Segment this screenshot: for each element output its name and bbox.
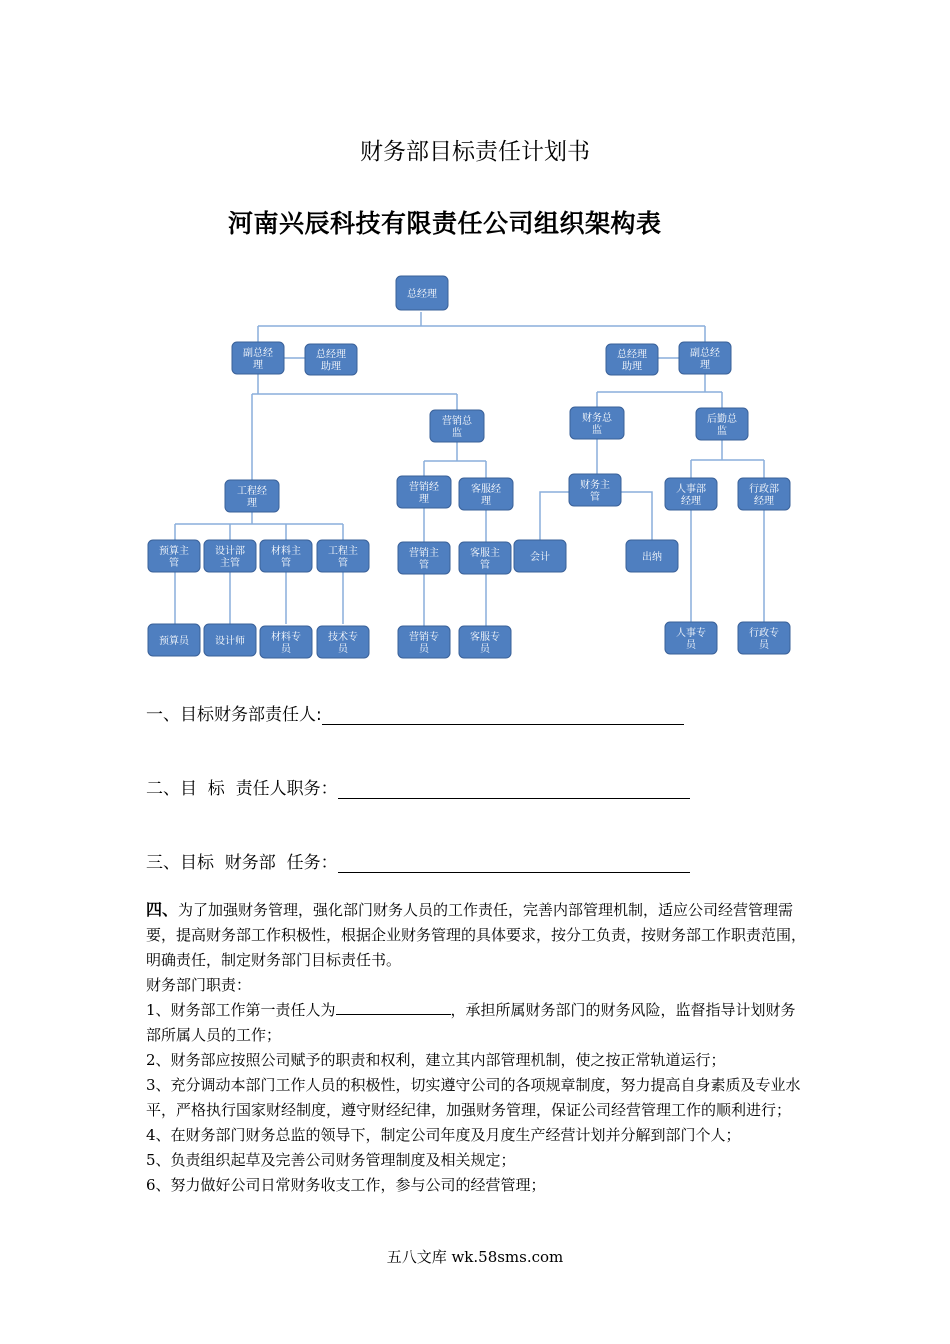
org-node-label: 人事专 (676, 628, 706, 639)
org-node-label: 理 (481, 496, 491, 507)
org-node-label: 管 (480, 560, 490, 571)
org-node-label: 助理 (321, 361, 341, 373)
intro-text: 为了加强财务管理，强化部门财务人员的工作责任，完善内部管理机制，适应公司经营管理需要，提高财务部工作积极性，根据企业财务管理的具体要求，按分工负责，按财务部工作职责范围，明确责任，制定财务部门目标责任书。 (146, 901, 807, 969)
org-node-label: 助理 (622, 361, 642, 373)
field-responsible-person (146, 700, 684, 725)
org-node-label: 营销总 (442, 416, 472, 427)
org-node-label: 工程经 (237, 486, 267, 497)
org-node-tech-staff (317, 626, 369, 658)
org-node-label: 材料主 (271, 546, 301, 557)
field-responsible-person-label: 一、目标财务部责任人: (146, 705, 322, 725)
org-node-label: 管 (338, 558, 348, 569)
org-node-label: 经理 (681, 496, 701, 507)
duty-item-1 (146, 998, 808, 1048)
org-chart-title: 河南兴辰科技有限责任公司组织架构表 (228, 209, 662, 238)
org-node-label: 副总经 (690, 348, 720, 359)
org-node-label: 理 (419, 494, 429, 505)
position-blank[interactable] (338, 780, 690, 799)
org-node-label: 财务总 (582, 413, 612, 424)
org-node-label: 监 (452, 428, 462, 439)
org-node-hr-staff (665, 622, 717, 654)
org-node-label: 客服经 (471, 484, 501, 495)
duties-heading: 财务部门职责： (146, 976, 252, 994)
duty-item-1-end: ，承担所属财务部门的财务风险，监督指导计划财务部所属人员的工作； (146, 1001, 796, 1044)
org-node-label: 理 (700, 360, 710, 371)
org-node-material-sup (260, 540, 312, 572)
org-node-label: 行政部 (749, 484, 779, 495)
document-title: 财务部目标责任计划书 (360, 139, 590, 165)
org-node-log-dir (696, 408, 748, 440)
org-node-sales-mgr (397, 476, 451, 508)
org-node-asst-right (606, 344, 658, 375)
org-node-designer (204, 624, 256, 656)
org-node-design-sup (204, 540, 256, 572)
org-node-sales-sup (398, 542, 450, 574)
duty-item-2: 2、财务部应按照公司赋予的职责和权利，建立其内部管理机制，使之按正常轨道运行； (146, 1051, 726, 1069)
org-node-admin-staff (738, 622, 790, 654)
org-node-label: 客服主 (470, 548, 500, 559)
org-node-asst-left (305, 344, 357, 375)
org-node-fin-sup (569, 474, 621, 506)
duty-item-5: 5、负责组织起草及完善公司财务管理制度及相关规定； (146, 1151, 516, 1169)
org-node-material-staff (260, 626, 312, 658)
org-node-label: 员 (338, 644, 348, 655)
org-node-label: 工程主 (328, 546, 358, 557)
org-node-vp-left (232, 342, 284, 374)
org-node-cs-mgr (459, 478, 513, 510)
org-node-fin-dir (570, 407, 624, 439)
org-node-label: 财务主 (580, 480, 610, 491)
org-node-label: 总经理 (407, 289, 437, 300)
duty-item-3: 3、充分调动本部门工作人员的积极性，切实遵守公司的各项规章制度，努力提高自身素质及专业水平，严格执行国家财经制度，遵守财经纪律，加强财务管理，保证公司经营管理工作的顺利进行； (146, 1076, 801, 1119)
org-node-vp-right (679, 342, 731, 374)
field-position (146, 774, 690, 799)
org-node-proj-sup (317, 540, 369, 572)
body-section (146, 897, 808, 1198)
org-node-label: 技术专 (328, 632, 358, 643)
org-node-budget-staff (148, 624, 200, 656)
org-node-label: 设计师 (215, 636, 245, 647)
field-task-label: 三、目标 财务部 任务： (146, 853, 338, 873)
duty-item-1-start: 1、财务部工作第一责任人为 (146, 1001, 336, 1019)
org-node-eng-mgr (225, 480, 279, 512)
field-task (146, 848, 690, 873)
org-node-cs-staff (459, 626, 511, 658)
first-responsible-blank[interactable] (336, 1000, 451, 1015)
org-node-label: 行政专 (749, 628, 779, 639)
org-node-label: 员 (759, 640, 769, 651)
org-node-label: 人事部 (676, 484, 706, 495)
org-node-label: 理 (247, 498, 257, 509)
org-node-label: 管 (590, 492, 600, 503)
footer-watermark: 五八文库 wk.58sms.com (386, 1248, 564, 1266)
field-position-label: 二、目 标 责任人职务： (146, 779, 338, 799)
org-node-sales-dir (430, 410, 484, 442)
duty-item-6: 6、努力做好公司日常财务收支工作，参与公司的经营管理； (146, 1176, 546, 1194)
responsible-person-blank[interactable] (322, 706, 684, 725)
org-node-label: 副总经 (243, 348, 273, 359)
org-node-label: 理 (253, 360, 263, 371)
org-node-accountant (514, 540, 566, 572)
org-node-label: 员 (480, 644, 490, 655)
duty-item-4: 4、在财务部门财务总监的领导下，制定公司年度及月度生产经营计划并分解到部门个人； (146, 1126, 741, 1144)
org-node-hr-mgr (665, 478, 717, 510)
org-node-label: 总经理 (617, 349, 647, 361)
org-node-budget-sup (148, 540, 200, 572)
org-node-cs-sup (459, 542, 511, 574)
org-node-label: 管 (419, 560, 429, 571)
org-node-label: 总经理 (316, 349, 346, 361)
intro-paragraph (146, 897, 808, 973)
intro-heading: 四、 (146, 900, 179, 919)
org-node-label: 预算员 (159, 636, 189, 647)
org-node-label: 员 (281, 644, 291, 655)
org-node-label: 员 (686, 640, 696, 651)
org-node-label: 营销经 (409, 482, 439, 493)
org-node-label: 出纳 (642, 552, 662, 563)
org-node-label: 员 (419, 644, 429, 655)
org-node-label: 营销专 (409, 632, 439, 643)
org-node-label: 主管 (220, 558, 240, 569)
org-node-cashier (626, 540, 678, 572)
org-node-label: 客服专 (470, 632, 500, 643)
org-node-label: 营销主 (409, 548, 439, 559)
org-node-label: 预算主 (159, 546, 189, 557)
task-blank[interactable] (338, 854, 690, 873)
org-node-label: 设计部 (215, 546, 245, 557)
org-node-admin-mgr (738, 478, 790, 510)
org-node-label: 管 (281, 558, 291, 569)
org-node-label: 会计 (530, 552, 550, 563)
org-node-label: 管 (169, 558, 179, 569)
org-node-sales-staff (398, 626, 450, 658)
org-node-label: 材料专 (271, 632, 301, 643)
org-node-label: 监 (592, 425, 602, 436)
org-node-ceo (396, 276, 448, 310)
org-node-label: 经理 (754, 496, 774, 507)
org-node-label: 后勤总 (707, 414, 737, 425)
org-node-label: 监 (717, 426, 727, 437)
